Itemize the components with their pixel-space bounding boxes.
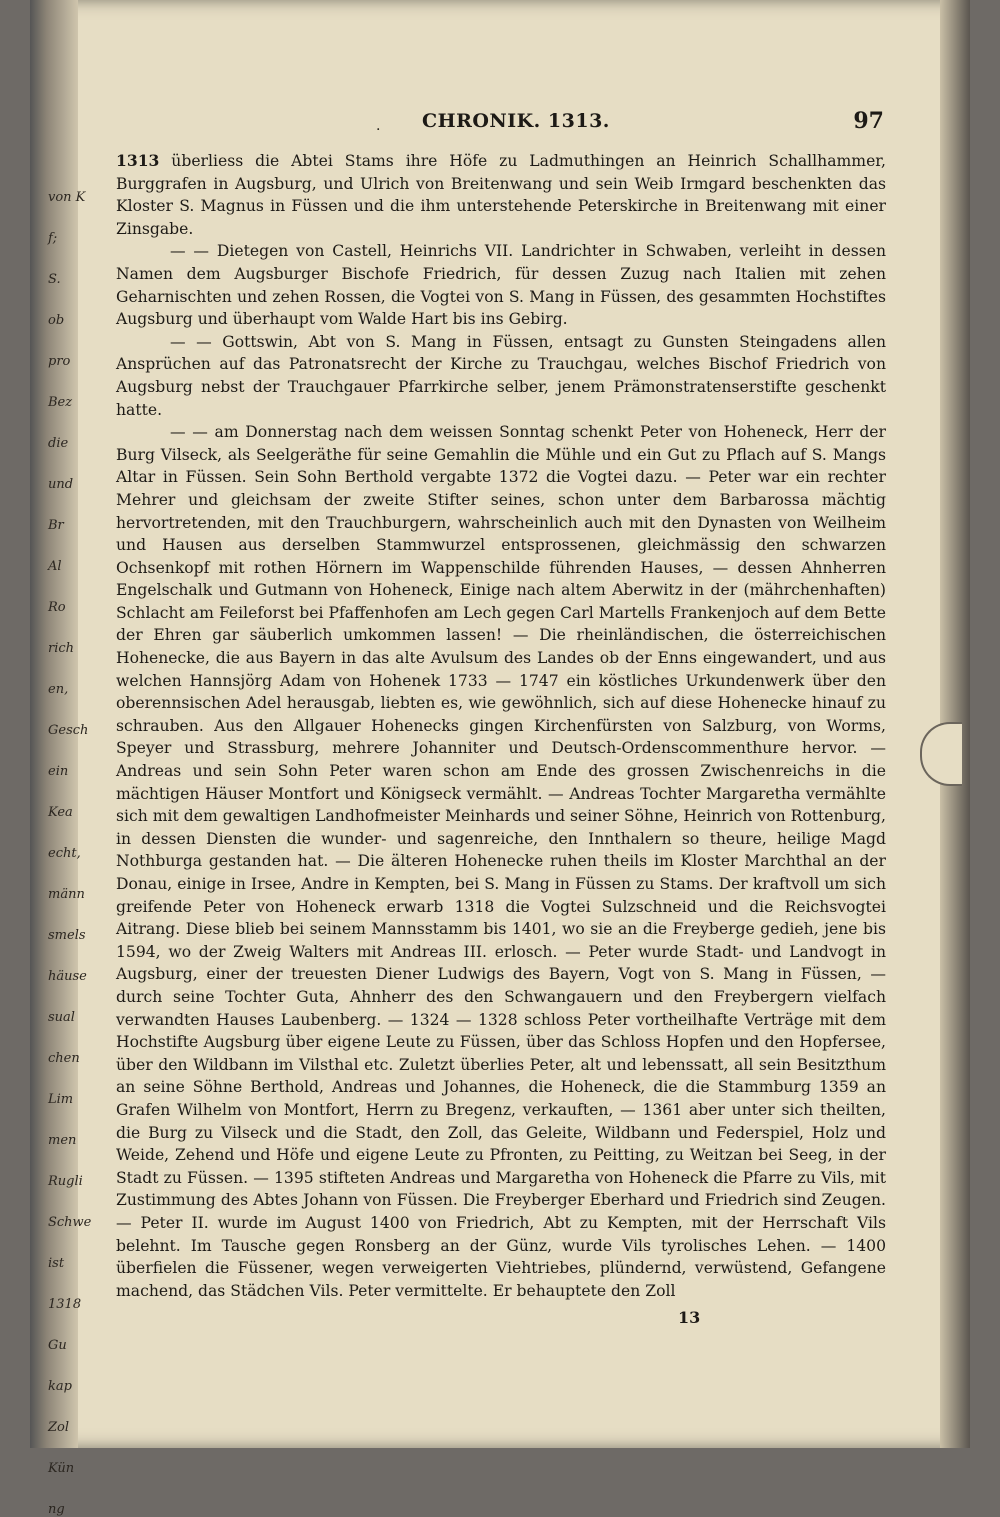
paragraph-text: überliess die Abtei Stams ihre Höfe zu Ladmuthingen an Heinrich Schallhammer, Burggrafen in Augsburg, und Ulrich von Breitenwang und sein Weib Irmgard beschenkten das Kloster S. Magnus in Füssen und die ihm unterstehende Peterskirche in Breitenwang mit einer Zinsgabe.	[116, 152, 886, 238]
margin-fragment: sual	[48, 1010, 75, 1025]
margin-fragment: ob	[48, 313, 65, 328]
margin-fragment: S.	[48, 272, 61, 287]
margin-fragment: männ	[48, 887, 85, 902]
previous-page-edge	[30, 0, 92, 1517]
page-number: 97	[853, 108, 884, 134]
page-tab	[920, 722, 962, 786]
margin-fragment: Al	[48, 559, 62, 574]
signature-mark: 13	[678, 1308, 701, 1327]
margin-fragment: Kea	[48, 805, 73, 820]
margin-fragment: Gu	[48, 1338, 67, 1353]
margin-fragment: die	[48, 436, 69, 451]
margin-fragment: Schwe	[48, 1215, 92, 1230]
running-header	[114, 108, 884, 142]
paragraph-1313	[116, 150, 886, 240]
margin-fragment: rich	[48, 641, 75, 656]
book-page	[30, 0, 970, 1517]
margin-fragment: Ro	[48, 600, 66, 615]
header-title: CHRONIK. 1313.	[422, 110, 610, 132]
margin-fragment: ist	[48, 1256, 65, 1271]
paragraph-gottswin	[116, 331, 886, 421]
margin-fragment: echt,	[48, 846, 81, 861]
paragraph-text: — — am Donnerstag nach dem weissen Sonntag schenkt Peter von Hoheneck, Herr der Burg Vilseck, als Seelgeräthe für seine Gemahlin die Mühle und ein Gut zu Pflach auf S. Mangs Altar in Füssen. Sein Sohn Berthold vergabte 1372 die Vogtei dazu. — Peter war ein rechter Mehrer und gleichsam der zweite Stifter seines, schon unter dem Barbarossa mächtig hervortretenden, mit den Trauchburgern, wahrscheinlich auch mit den Dynasten von Weilheim und Hausen aus derselben Stammwurzel entsprossenen, gleichmässig den schwarzen Ochsenkopf mit rothen Hörnern im Wappenschilde führenden Hauses, — dessen Ahnherren Engelschalk und Gutmann von Hoheneck, Einige nach altem Aberwitz in der (mährchenhaften) Schlacht am Feileforst bei Pfaffenhofen am Lech gegen Carl Martells Frankenjoch auf dem Bette der Ehren gar säuberlich umkommen lassen! — Die rheinländischen, die österreichischen Hohenecke, die aus Bayern in das alte Avulsum des Landes ob der Enns eingewandert, und aus welchen Hannsjörg Adam von Hohenek 1733 — 1747 ein köstliches Urkundenwerk über den oberennsischen Adel herausgab, liebten es, wie gewöhnlich, sich auf diese Hohenecke hinauf zu schrauben. Aus den Allgauer Hohenecks gingen Kirchenfürsten von Salzburg, von Worms, Speyer und Strassburg, mehrere Johanniter und Deutsch-Ordenscommenthure hervor. — Andreas und sein Sohn Peter waren schon am Ende des grossen Zwischenreichs in die mächtigen Häuser Montfort und Königseck vermählt. — Andreas Tochter Margaretha vermählte sich mit dem gewaltigen Landhofmeister Meinhards und seiner Söhne, Heinrich von Rottenburg, in dessen Diensten die wunder- und sagenreiche, den Innthalern so theure, heilige Magd Nothburga gestanden hat. — Die älteren Hohenecke ruhen theils im Kloster Marchthal an der Donau, einige in Irsee, Andre in Kempten, bei S. Mang in Füssen zu Stams. Der kraftvoll um sich greifende Peter von Hoheneck erwarb 1318 die Vogtei Sulzschneid und die Reichsvogtei Aitrang. Diese blieb bei seinem Mannsstamm bis 1401, wo sie an die Freyberge gedieh, jene bis 1594, wo der Zweig Walters mit Andreas III. erlosch. — Peter wurde Stadt- und Landvogt in Augsburg, einer der treuesten Diener Ludwigs des Bayern, Vogt von S. Mang in Füssen, — durch seine Tochter Guta, Ahnherr des den Schwangauern und den Freybergern vielfach verwandten Hauses Laubenberg. — 1324 — 1328 schloss Peter vortheilhafte Verträge mit dem Hochstifte Augsburg über eigene Leute zu Füssen, über das Schloss Hopfen und den Hopfersee, über den Wildbann im Vilsthal etc. Zuletzt überlies Peter, alt und lebenssatt, all sein Besitzthum an seine Söhne Berthold, Andreas und Johannes, die Hoheneck, die die Stammburg 1359 an Grafen Wilhelm von Montfort, Herrn zu Bregenz, verkauften, — 1361 aber unter sich theilten, die Burg zu Vilseck und die Stadt, den Zoll, das Geleite, Wildbann und Federspiel, Holz und Weide, Zehend und Höfe und eigene Leute zu Pfronten, zu Peitting, zu Weitzan bei Seeg, in der Stadt zu Füssen. — 1395 stifteten Andreas und Margaretha von Hoheneck die Pfarre zu Vils, mit Zustimmung des Abtes Johann von Füssen. Die Freyberger Eberhard und Friedrich sind Zeugen. — Peter II. wurde im August 1400 von Friedrich, Abt zu Kempten, mit der Herrschaft Vils belehnt. Im Tausche gegen Ronsberg an der Günz, wurde Vils tyrolisches Lehen. — 1400 überfielen die Füssener, wegen verweigerten Viehtriebes, plündernd, verwüstend, Gefangene machend, das Städchen Vils. Peter vermittelte. Er behauptete den Zoll	[116, 423, 886, 1300]
margin-fragment: und	[48, 477, 74, 492]
paragraph-text: — — Gottswin, Abt von S. Mang in Füssen, entsagt zu Gunsten Steingadens allen Ansprüchen auf das Patronatsrecht der Kirche zu Trauchgau, welches Bischof Friedrich von Augsburg nebst der Trauchgauer Pfarrkirche selber, jenem Prämonstratenserstifte geschenkt hatte.	[116, 332, 886, 419]
paragraph-donnerstag	[116, 421, 886, 1302]
margin-fragment: von K	[48, 190, 86, 205]
margin-fragment: Zol	[48, 1420, 70, 1435]
margin-fragment: en,	[48, 682, 69, 697]
margin-fragment: Br	[48, 518, 64, 533]
paragraph-dietegen	[116, 240, 886, 330]
paragraph-lead-year: 1313	[116, 151, 160, 170]
margin-fragment: f;	[48, 231, 58, 246]
margin-fragment: häuse	[48, 969, 87, 984]
margin-fragment: men	[48, 1133, 77, 1148]
margin-fragment: Rugli	[48, 1174, 83, 1189]
body-text	[116, 150, 886, 1302]
paragraph-text: — — Dietegen von Castell, Heinrichs VII. Landrichter in Schwaben, verleiht in dessen Namen dem Augsburger Bischofe Friedrich, für dessen Zuzug nach Italien mit zehen Geharnischten und zehen Rossen, die Vogtei von S. Mang in Füssen, des gesammten Hochstiftes Augsburg und überhaupt vom Walde Hart bis ins Gebirg.	[116, 242, 886, 329]
margin-fragment: pro	[48, 354, 71, 369]
margin-fragment: chen	[48, 1051, 80, 1066]
margin-fragment: Kün	[48, 1461, 75, 1476]
margin-fragment: Bez	[48, 395, 73, 410]
margin-fragment: smels	[48, 928, 86, 943]
margin-fragment: ein	[48, 764, 69, 779]
margin-fragment: 1318	[48, 1297, 82, 1312]
margin-fragment: Gesch	[48, 723, 89, 738]
header-dot: .	[376, 118, 381, 134]
margin-fragment: ng	[48, 1502, 65, 1517]
margin-fragment: kap	[48, 1379, 72, 1394]
margin-fragment: Lim	[48, 1092, 74, 1107]
